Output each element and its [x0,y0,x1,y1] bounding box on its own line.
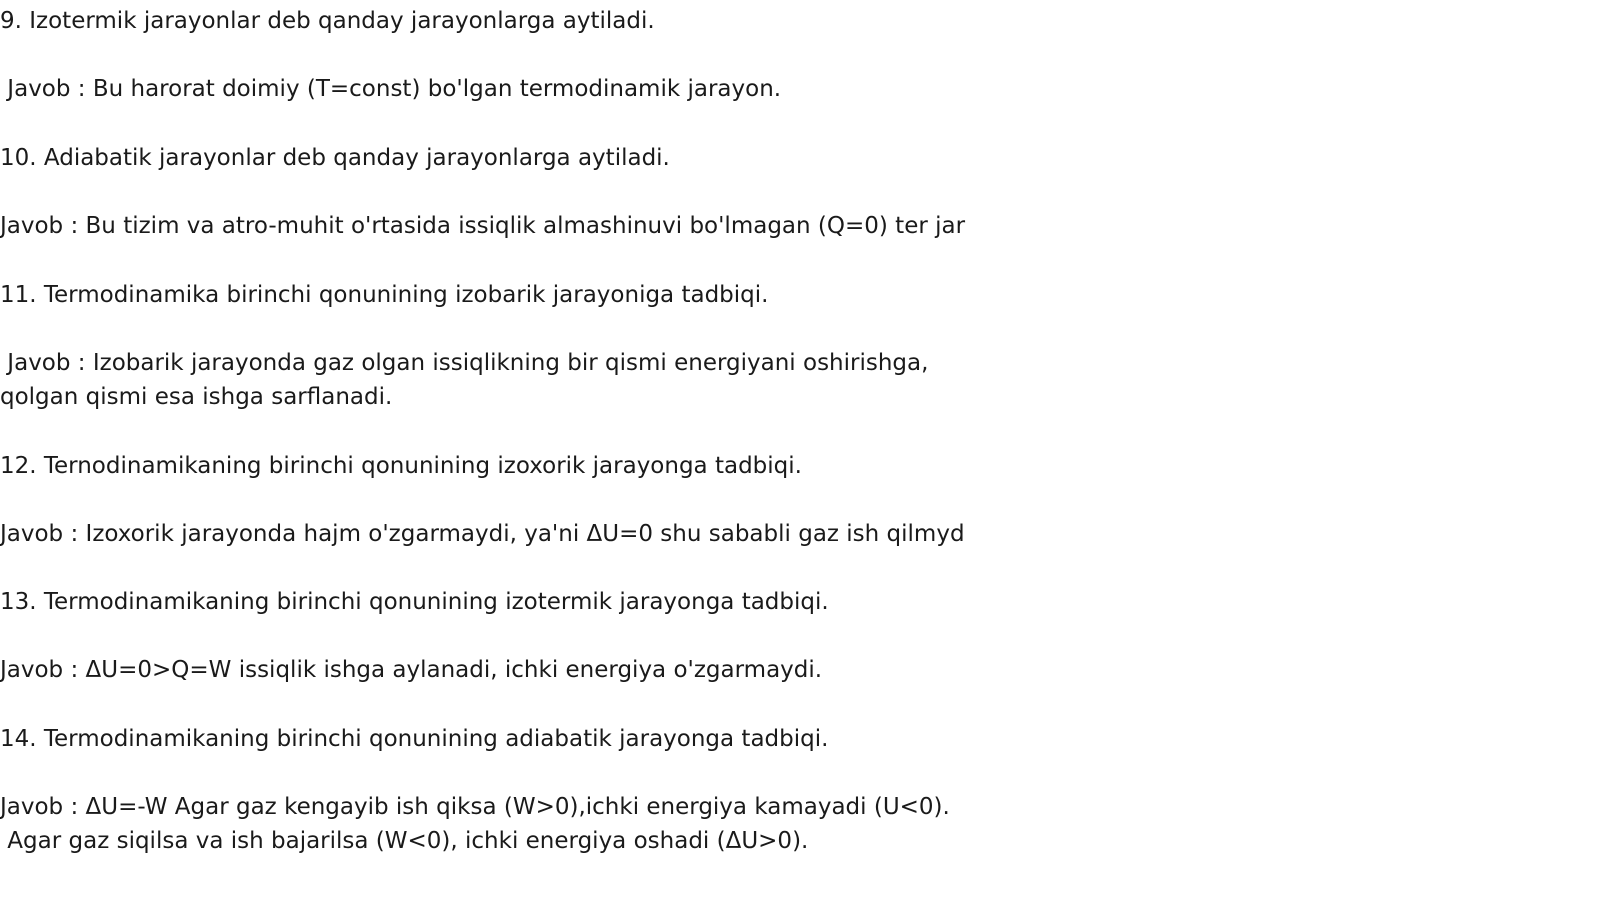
answer-9: Javob : Bu harorat doimiy (T=const) bo'lgan termodinamik jarayon. [0,76,782,102]
answer-10: Javob : Bu tizim va atro-muhit o'rtasida issiqlik almashinuvi bo'lmagan (Q=0) ter jar [0,213,966,239]
question-13: 13. Termodinamikaning birinchi qonunining izotermik jarayonga tadbiqi. [0,589,829,615]
question-9: 9. Izotermik jarayonlar deb qanday jarayonlarga aytiladi. [0,8,655,34]
question-14: 14. Termodinamikaning birinchi qonunining adiabatik jarayonga tadbiqi. [0,726,829,752]
answer-14-line-2: Agar gaz siqilsa va ish bajarilsa (W<0), ichki energiya oshadi (ΔU>0). [0,828,809,854]
answer-14-line-1: Javob : ΔU=-W Agar gaz kengayib ish qiksa (W>0),ichki energiya kamayadi (U<0). [0,794,950,820]
answer-13: Javob : ΔU=0>Q=W issiqlik ishga aylanadi, ichki energiya o'zgarmaydi. [0,657,823,683]
question-11: 11. Termodinamika birinchi qonunining izobarik jarayoniga tadbiqi. [0,282,769,308]
question-12: 12. Ternodinamikaning birinchi qonunining izoxorik jarayonga tadbiqi. [0,453,802,479]
answer-12: Javob : Izoxorik jarayonda hajm o'zgarmaydi, ya'ni ΔU=0 shu sababli gaz ish qilmyd [0,521,965,547]
answer-11-line-1: Javob : Izobarik jarayonda gaz olgan issiqlikning bir qismi energiyani oshirishga, [0,350,929,376]
answer-11-line-2: qolgan qismi esa ishga sarflanadi. [0,384,393,410]
question-10: 10. Adiabatik jarayonlar deb qanday jarayonlarga aytiladi. [0,145,670,171]
